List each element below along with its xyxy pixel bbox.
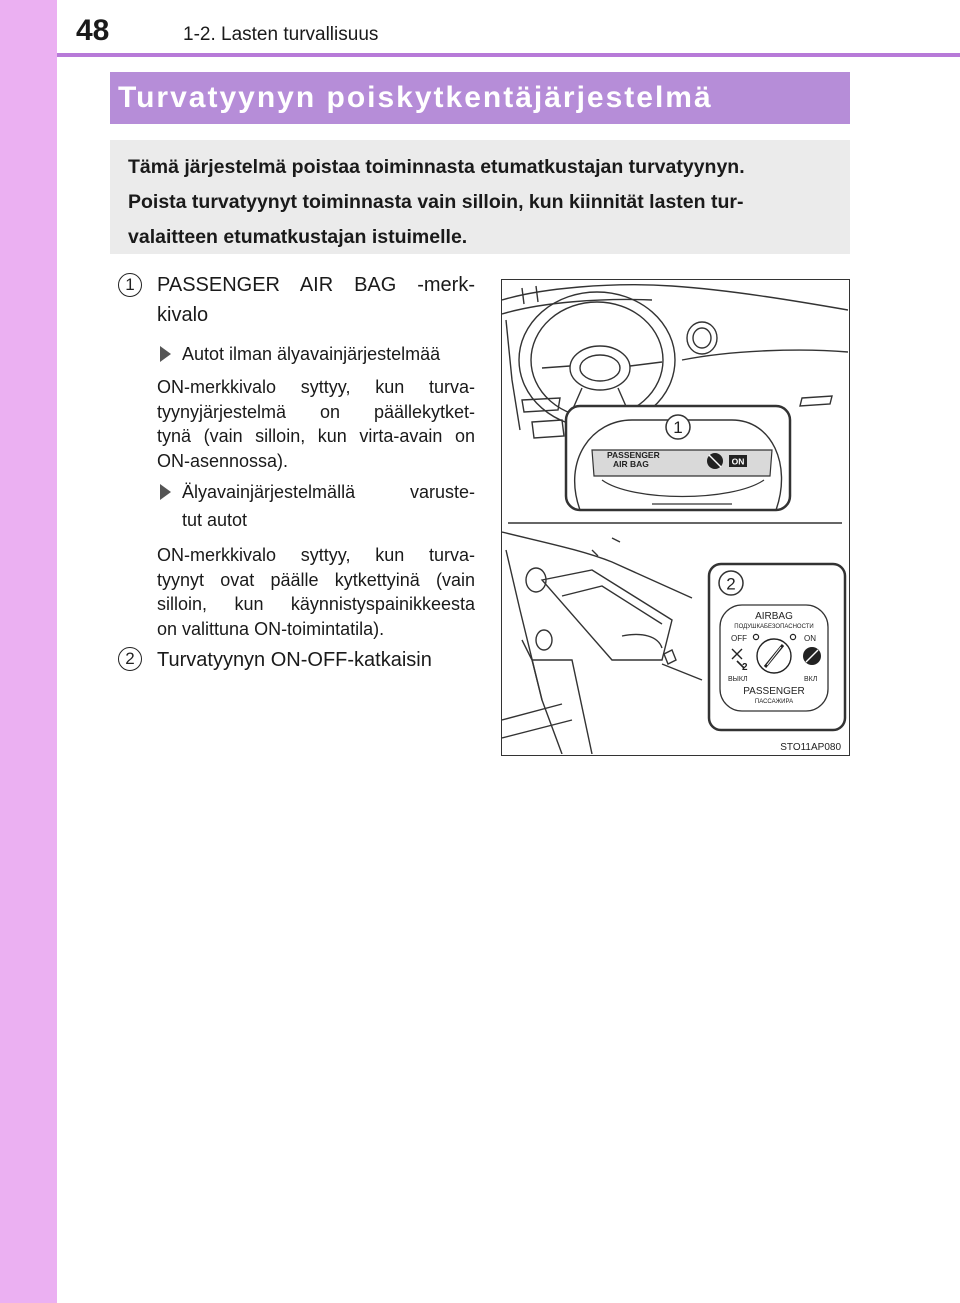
sub-2-title xyxy=(182,478,475,534)
dashboard-illustration xyxy=(501,279,850,756)
para-line: tynä (vain silloin, kun virta-avain on xyxy=(157,426,475,446)
item-1-title xyxy=(157,270,475,330)
sub-2-title-line: Älyavainjärjestelmällä varuste- xyxy=(182,482,475,502)
intro-line: Tämä järjestelmä poistaa toiminnasta etumatkustajan turvatyynyn. xyxy=(128,156,745,178)
intro-line: Poista turvatyynyt toiminnasta vain silloin, kun kiinnität lasten tur- xyxy=(128,191,744,213)
switch-on-ru-label: ВКЛ xyxy=(804,676,818,683)
item-1-title-line: kivalo xyxy=(157,304,209,326)
glovebox-drawing xyxy=(502,532,702,754)
para-line: tyynyjärjestelmä on päällekytket- xyxy=(157,401,475,422)
callout-1-number: 1 xyxy=(673,418,683,437)
side-tab-band xyxy=(0,0,57,1303)
switch-title-ru: ПОДУШКАБЕЗОПАСНОСТИ xyxy=(734,624,814,630)
para-line: ON-merkkivalo syttyy, kun turva- xyxy=(157,545,475,565)
switch-title: AIRBAG xyxy=(755,611,793,622)
para-line: silloin, kun käynnistyspainikkeesta xyxy=(157,594,475,614)
figure-code: STO11AP080 xyxy=(780,742,841,753)
item-2-title: Turvatyynyn ON-OFF-katkaisin xyxy=(157,649,432,671)
switch-on-label: ON xyxy=(804,634,816,643)
bullet-arrow-icon xyxy=(160,346,171,362)
intro-box xyxy=(110,140,850,254)
switch-passenger-ru-label: ПАССАЖИРА xyxy=(754,699,794,705)
page-number: 48 xyxy=(76,14,110,47)
switch-off-ru-label: ВЫКЛ xyxy=(728,676,748,683)
bullet-arrow-icon xyxy=(160,484,171,500)
para-line: ON-asennossa). xyxy=(157,450,289,471)
switch-passenger-label: PASSENGER xyxy=(743,686,805,697)
indicator-label-2: AIR BAG xyxy=(613,459,649,469)
sub-2-text xyxy=(157,543,475,641)
intro-line: valaitteen etumatkustajan istuimelle. xyxy=(128,226,468,248)
indicator-on-text: ON xyxy=(731,456,745,467)
airbag-on-icon xyxy=(803,647,821,665)
svg-text:2: 2 xyxy=(742,662,748,673)
section-title: Turvatyynyn poiskytkentäjärjestelmä xyxy=(110,72,850,124)
indicator-label-1: PASSENGER xyxy=(607,450,660,460)
item-1-number: 1 xyxy=(118,273,142,297)
header-divider xyxy=(57,53,960,57)
key-slot-dial-icon xyxy=(757,639,791,673)
sub-1-title: Autot ilman älyavainjärjestelmää xyxy=(182,344,441,364)
sub-2-title-line: tut autot xyxy=(182,510,248,530)
section-breadcrumb: 1-2. Lasten turvallisuus xyxy=(183,24,379,45)
switch-off-label: OFF xyxy=(731,634,747,643)
para-line: on valittuna ON-toimintatila). xyxy=(157,618,385,639)
callout-2-number: 2 xyxy=(726,574,736,594)
illustration-svg xyxy=(502,280,848,754)
airbag-off-icon xyxy=(707,453,723,469)
para-line: tyynyt ovat päälle kytkettyinä (vain xyxy=(157,569,475,590)
item-1-title-line: PASSENGER AIR BAG -merk- xyxy=(157,274,475,296)
para-line: ON-merkkivalo syttyy, kun turva- xyxy=(157,377,475,397)
sub-1-text xyxy=(157,375,475,473)
item-2-number: 2 xyxy=(118,647,142,671)
